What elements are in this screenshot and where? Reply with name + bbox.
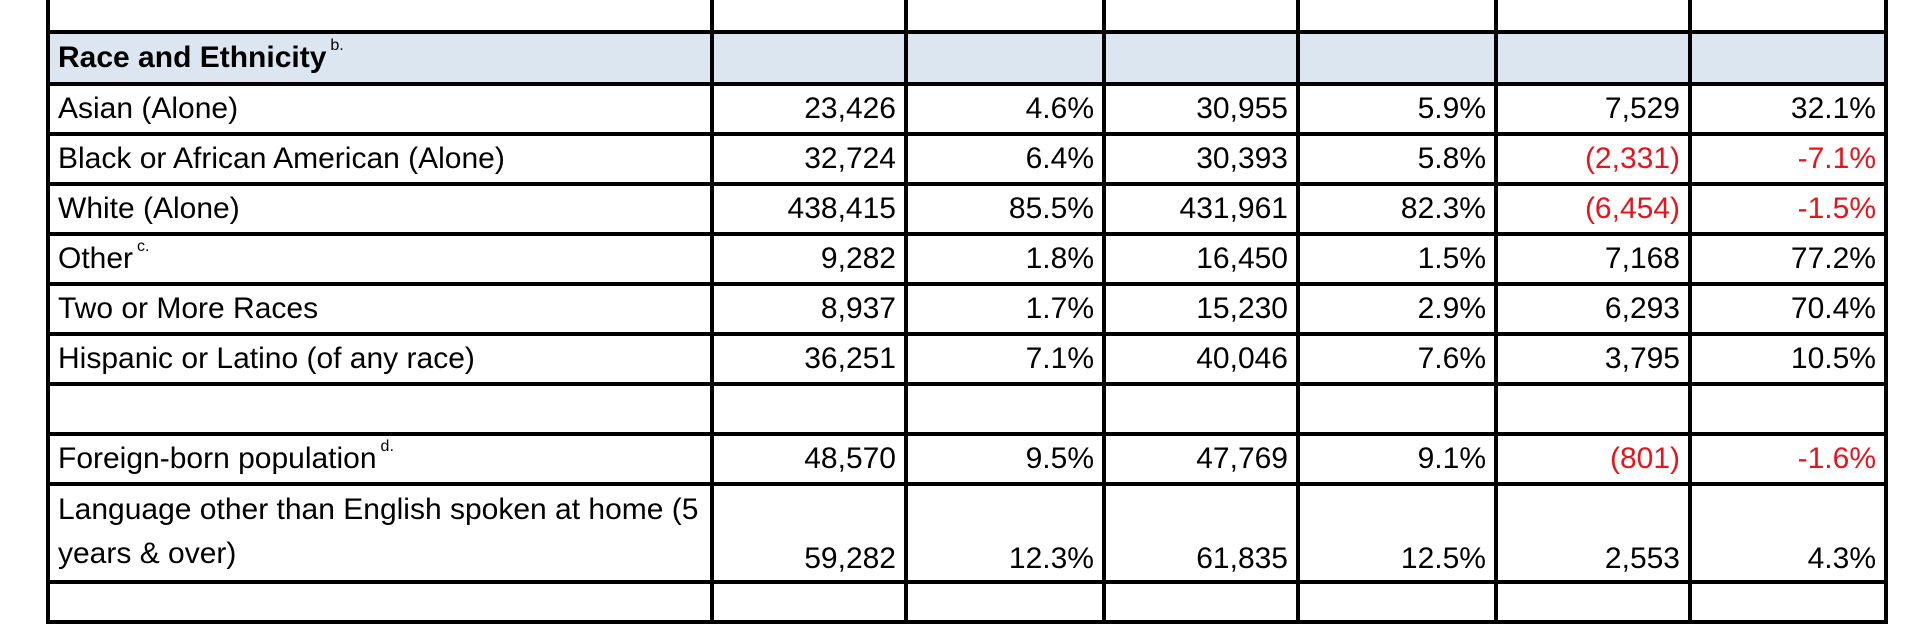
value-cell: 9.5% — [906, 434, 1104, 484]
row-label — [48, 84, 712, 134]
table-row — [48, 84, 1886, 134]
value-cell: 8,937 — [712, 284, 906, 334]
cell — [1104, 32, 1298, 84]
row-label — [48, 334, 712, 384]
change-cell: 3,795 — [1496, 334, 1690, 384]
cell — [712, 582, 906, 622]
table-row — [48, 234, 1886, 284]
row-label — [48, 184, 712, 234]
top-blank-row — [48, 0, 1886, 32]
value-cell: 5.8% — [1298, 134, 1496, 184]
change-pct-cell: 10.5% — [1690, 334, 1886, 384]
row-label — [48, 484, 712, 582]
cell — [1496, 0, 1690, 32]
row-label-text: Hispanic or Latino (of any race) — [58, 342, 475, 375]
table-row — [48, 484, 1886, 582]
value-cell: 431,961 — [1104, 184, 1298, 234]
change-cell: (801) — [1496, 434, 1690, 484]
change-pct-cell: 32.1% — [1690, 84, 1886, 134]
table-row — [48, 284, 1886, 334]
cell — [1690, 582, 1886, 622]
value-cell: 6.4% — [906, 134, 1104, 184]
footnote-marker: c. — [137, 238, 150, 255]
value-cell: 1.7% — [906, 284, 1104, 334]
cell — [906, 0, 1104, 32]
row-label-text: Foreign-born population — [58, 442, 377, 475]
cell — [1104, 0, 1298, 32]
table-row — [48, 334, 1886, 384]
cell — [48, 0, 712, 32]
value-cell: 15,230 — [1104, 284, 1298, 334]
value-cell: 48,570 — [712, 434, 906, 484]
value-cell: 82.3% — [1298, 184, 1496, 234]
section-header-row — [48, 32, 1886, 84]
cell — [906, 582, 1104, 622]
value-cell: 438,415 — [712, 184, 906, 234]
value-cell: 7.6% — [1298, 334, 1496, 384]
value-cell: 40,046 — [1104, 334, 1298, 384]
value-cell: 7.1% — [906, 334, 1104, 384]
cell — [1690, 384, 1886, 434]
change-cell: (2,331) — [1496, 134, 1690, 184]
value-cell: 30,393 — [1104, 134, 1298, 184]
cell — [712, 0, 906, 32]
cell — [1690, 32, 1886, 84]
value-cell: 59,282 — [712, 484, 906, 582]
value-cell: 9,282 — [712, 234, 906, 284]
value-cell: 1.5% — [1298, 234, 1496, 284]
cell — [1298, 32, 1496, 84]
row-label — [48, 234, 712, 284]
value-cell: 12.5% — [1298, 484, 1496, 582]
change-pct-cell: -7.1% — [1690, 134, 1886, 184]
cell — [906, 384, 1104, 434]
cell — [48, 384, 712, 434]
change-cell: (6,454) — [1496, 184, 1690, 234]
value-cell: 12.3% — [906, 484, 1104, 582]
change-cell: 6,293 — [1496, 284, 1690, 334]
value-cell: 61,835 — [1104, 484, 1298, 582]
row-label — [48, 284, 712, 334]
value-cell: 4.6% — [906, 84, 1104, 134]
section-label: Race and Ethnicity — [58, 41, 327, 74]
row-label — [48, 434, 712, 484]
cell — [1298, 0, 1496, 32]
value-cell: 23,426 — [712, 84, 906, 134]
cell — [48, 582, 712, 622]
cell — [1104, 384, 1298, 434]
cell — [1496, 384, 1690, 434]
change-pct-cell: 77.2% — [1690, 234, 1886, 284]
cell — [1298, 582, 1496, 622]
row-label-text: Two or More Races — [58, 292, 319, 325]
row-label-text: Other — [58, 242, 134, 275]
data-table — [46, 0, 1888, 624]
cell — [1496, 32, 1690, 84]
value-cell: 47,769 — [1104, 434, 1298, 484]
cell — [1298, 384, 1496, 434]
footnote-marker: b. — [330, 37, 344, 54]
value-cell: 1.8% — [906, 234, 1104, 284]
table-row — [48, 434, 1886, 484]
value-cell: 9.1% — [1298, 434, 1496, 484]
row-label — [48, 134, 712, 184]
value-cell: 5.9% — [1298, 84, 1496, 134]
cell — [1104, 582, 1298, 622]
value-cell: 2.9% — [1298, 284, 1496, 334]
row-label-text: Black or African American (Alone) — [58, 142, 505, 175]
row-label-text: White (Alone) — [58, 192, 240, 225]
cell — [712, 384, 906, 434]
footnote-marker: d. — [380, 438, 394, 455]
spacer-row — [48, 384, 1886, 434]
cell — [906, 32, 1104, 84]
row-label-text: Asian (Alone) — [58, 92, 239, 125]
change-pct-cell: 70.4% — [1690, 284, 1886, 334]
value-cell: 36,251 — [712, 334, 906, 384]
change-pct-cell: -1.5% — [1690, 184, 1886, 234]
cell — [1496, 582, 1690, 622]
change-cell: 2,553 — [1496, 484, 1690, 582]
value-cell: 16,450 — [1104, 234, 1298, 284]
value-cell: 30,955 — [1104, 84, 1298, 134]
change-pct-cell: 4.3% — [1690, 484, 1886, 582]
change-cell: 7,168 — [1496, 234, 1690, 284]
value-cell: 32,724 — [712, 134, 906, 184]
row-label-text: Language other than English spoken at home (5 years & over) — [58, 493, 699, 570]
value-cell: 85.5% — [906, 184, 1104, 234]
change-cell: 7,529 — [1496, 84, 1690, 134]
change-pct-cell: -1.6% — [1690, 434, 1886, 484]
bottom-blank-row — [48, 582, 1886, 622]
table-row — [48, 184, 1886, 234]
table-row — [48, 134, 1886, 184]
cell — [712, 32, 906, 84]
section-header-cell — [48, 32, 712, 84]
cell — [1690, 0, 1886, 32]
